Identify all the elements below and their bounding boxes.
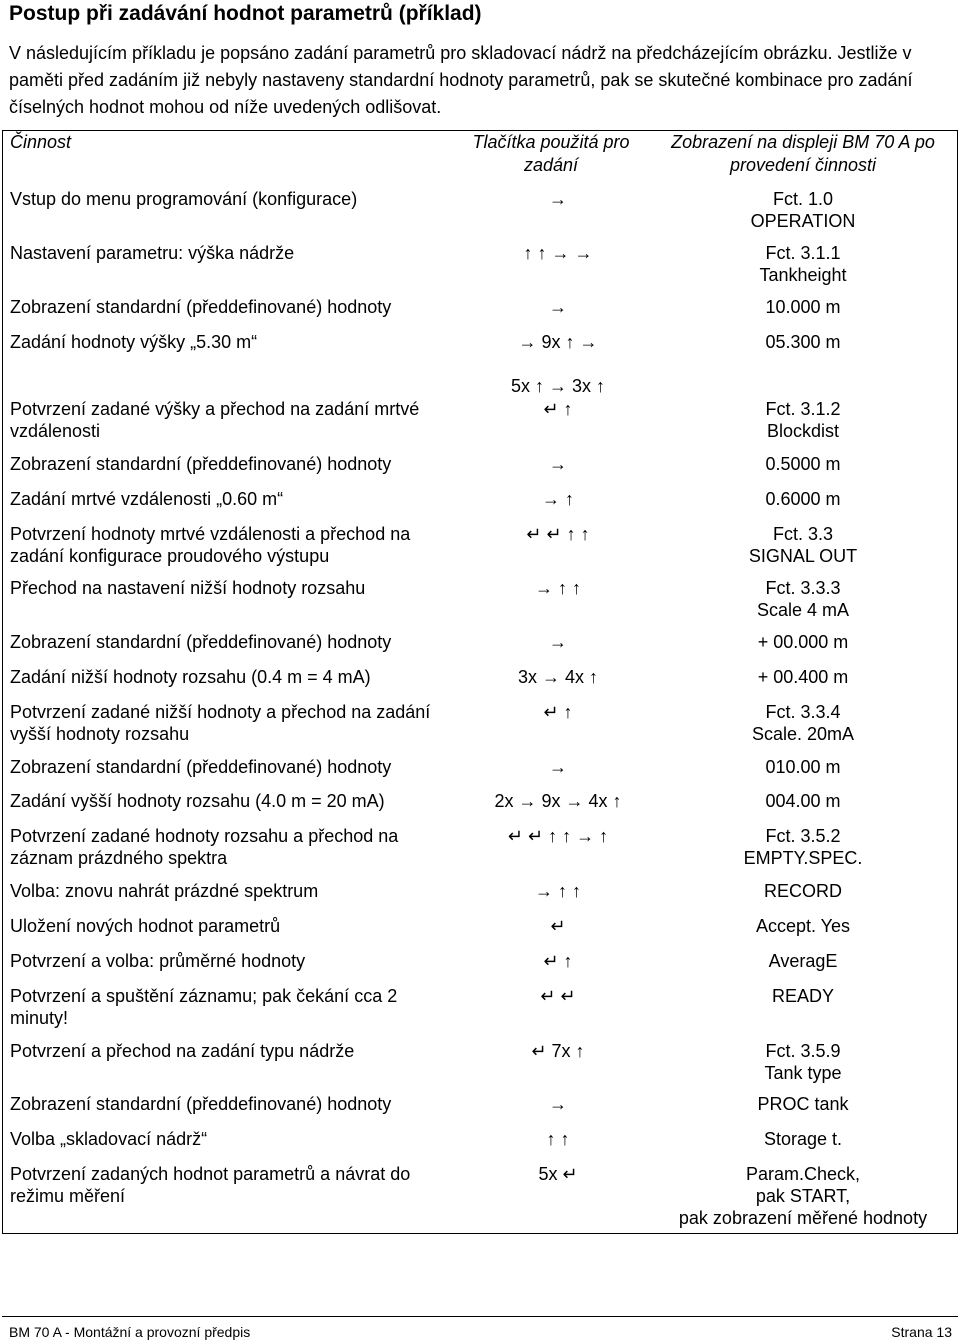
display-cell: Accept. Yes	[755, 916, 851, 936]
header-keys: Tlačítka použitá pro zadání	[472, 132, 630, 175]
activity-cell: Zadání nižší hodnoty rozsahu (0.4 m = 4 mA)	[10, 667, 371, 687]
display-cell: 004.00 m	[765, 791, 841, 811]
keys-cell: 3x → 4x ↑	[517, 667, 599, 687]
display-cell: Fct. 3.5.2 EMPTY.SPEC.	[743, 826, 863, 868]
activity-cell: Zobrazení standardní (předdefinované) hodnoty	[10, 1094, 392, 1114]
display-cell: Storage t.	[763, 1129, 843, 1149]
display-cell: Fct. 3.3.3 Scale 4 mA	[756, 578, 850, 620]
display-cell: Fct. 3.5.9 Tank type	[764, 1041, 842, 1083]
keys-cell: → ↑	[541, 489, 574, 509]
footer-left: BM 70 A - Montážní a provozní předpis	[9, 1324, 251, 1340]
display-cell: + 00.000 m	[757, 632, 849, 652]
keys-cell: →	[549, 297, 567, 317]
display-cell: RECORD	[763, 881, 842, 901]
keys-cell: → 9x ↑ → 5x ↑ → 3x ↑	[510, 332, 606, 396]
activity-cell: Zobrazení standardní (předdefinované) hodnoty	[10, 757, 392, 777]
display-cell: Fct. 3.1.1 Tankheight	[759, 243, 847, 285]
activity-cell: Potvrzení zadané hodnoty rozsahu a přechod na záznam prázdného spektra	[10, 826, 399, 868]
footer-rule	[2, 1316, 958, 1317]
keys-cell: ↵ ↵ ↑ ↑	[526, 524, 590, 544]
keys-cell: ↵ ↑	[543, 399, 573, 419]
activity-cell: Volba: znovu nahrát prázdné spektrum	[10, 881, 319, 901]
display-cell: Fct. 3.3 SIGNAL OUT	[748, 524, 858, 566]
page-title: Postup při zadávání hodnot parametrů (příklad)	[9, 2, 482, 25]
footer-right: Strana 13	[891, 1324, 952, 1340]
keys-cell: → ↑ ↑	[534, 881, 581, 901]
display-cell: 010.00 m	[765, 757, 841, 777]
activity-cell: Zadání mrtvé vzdálenosti „0.60 m“	[10, 489, 284, 509]
display-cell: AveragE	[768, 951, 838, 971]
activity-cell: Nastavení parametru: výška nádrže	[10, 243, 295, 263]
display-cell: READY	[771, 986, 834, 1006]
header-activity: Činnost	[10, 132, 72, 152]
keys-cell: ↑ ↑	[546, 1129, 570, 1149]
display-cell: 05.300 m	[765, 332, 841, 352]
keys-cell: ↵ ↵	[540, 986, 576, 1006]
keys-cell: ↵ 7x ↑	[531, 1041, 585, 1061]
display-cell: PROC tank	[757, 1094, 849, 1114]
display-cell: + 00.400 m	[757, 667, 849, 687]
keys-cell: ↑ ↑ → →	[523, 243, 593, 263]
activity-cell: Potvrzení a spuštění záznamu; pak čekání cca 2 minuty!	[10, 986, 398, 1028]
keys-cell: 5x ↵	[538, 1164, 578, 1184]
display-cell: Fct. 1.0 OPERATION	[750, 189, 856, 231]
activity-cell: Zadání hodnoty výšky „5.30 m“	[10, 332, 258, 352]
display-cell: Fct. 3.1.2 Blockdist	[765, 399, 841, 441]
keys-cell: → ↑ ↑	[534, 578, 581, 598]
keys-cell: →	[549, 632, 567, 652]
keys-cell: ↵	[550, 916, 566, 936]
intro-paragraph: V následujícím příkladu je popsáno zadání parametrů pro skladovací nádrž na předcházejícím obrázku. Jestliže v paměti před zadáním již nebyly nastaveny standardní hodnoty parametrů, pak se skutečné kombinace pro zadání číselných hodnot mohou od níže uvedených odlišovat.	[9, 43, 913, 117]
keys-cell: ↵ ↑	[543, 951, 573, 971]
display-cell: Param.Check, pak START, pak zobrazení měřené hodnoty	[678, 1164, 928, 1228]
activity-cell: Zobrazení standardní (předdefinované) hodnoty	[10, 454, 392, 474]
activity-cell: Potvrzení a volba: průměrné hodnoty	[10, 951, 306, 971]
keys-cell: ↵ ↑	[543, 702, 573, 722]
activity-cell: Potvrzení zadané nižší hodnoty a přechod na zadání vyšší hodnoty rozsahu	[10, 702, 431, 744]
header-display: Zobrazení na displeji BM 70 A po provedení činnosti	[671, 132, 935, 175]
display-cell: 0.6000 m	[765, 489, 841, 509]
activity-cell: Potvrzení zadané výšky a přechod na zadání mrtvé vzdálenosti	[10, 399, 420, 441]
activity-cell: Zadání vyšší hodnoty rozsahu (4.0 m = 20 mA)	[10, 791, 385, 811]
activity-cell: Přechod na nastavení nižší hodnoty rozsahu	[10, 578, 366, 598]
activity-cell: Vstup do menu programování (konfigurace)	[10, 189, 358, 209]
activity-cell: Potvrzení zadaných hodnot parametrů a návrat do režimu měření	[10, 1164, 411, 1206]
activity-cell: Uložení nových hodnot parametrů	[10, 916, 281, 936]
display-cell: 10.000 m	[765, 297, 841, 317]
keys-cell: ↵ ↵ ↑ ↑ → ↑	[507, 826, 609, 846]
activity-cell: Potvrzení a přechod na zadání typu nádrže	[10, 1041, 355, 1061]
display-cell: 0.5000 m	[765, 454, 841, 474]
procedure-table	[2, 130, 958, 1234]
activity-cell: Volba „skladovací nádrž“	[10, 1129, 208, 1149]
keys-cell: →	[549, 454, 567, 474]
keys-cell: →	[549, 757, 567, 777]
activity-cell: Potvrzení hodnoty mrtvé vzdálenosti a přechod na zadání konfigurace proudového výstupu	[10, 524, 411, 566]
keys-cell: →	[549, 189, 567, 209]
display-cell: Fct. 3.3.4 Scale. 20mA	[751, 702, 855, 744]
activity-cell: Zobrazení standardní (předdefinované) hodnoty	[10, 632, 392, 652]
activity-cell: Zobrazení standardní (předdefinované) hodnoty	[10, 297, 392, 317]
keys-cell: 2x → 9x → 4x ↑	[494, 791, 622, 811]
keys-cell: →	[549, 1094, 567, 1114]
